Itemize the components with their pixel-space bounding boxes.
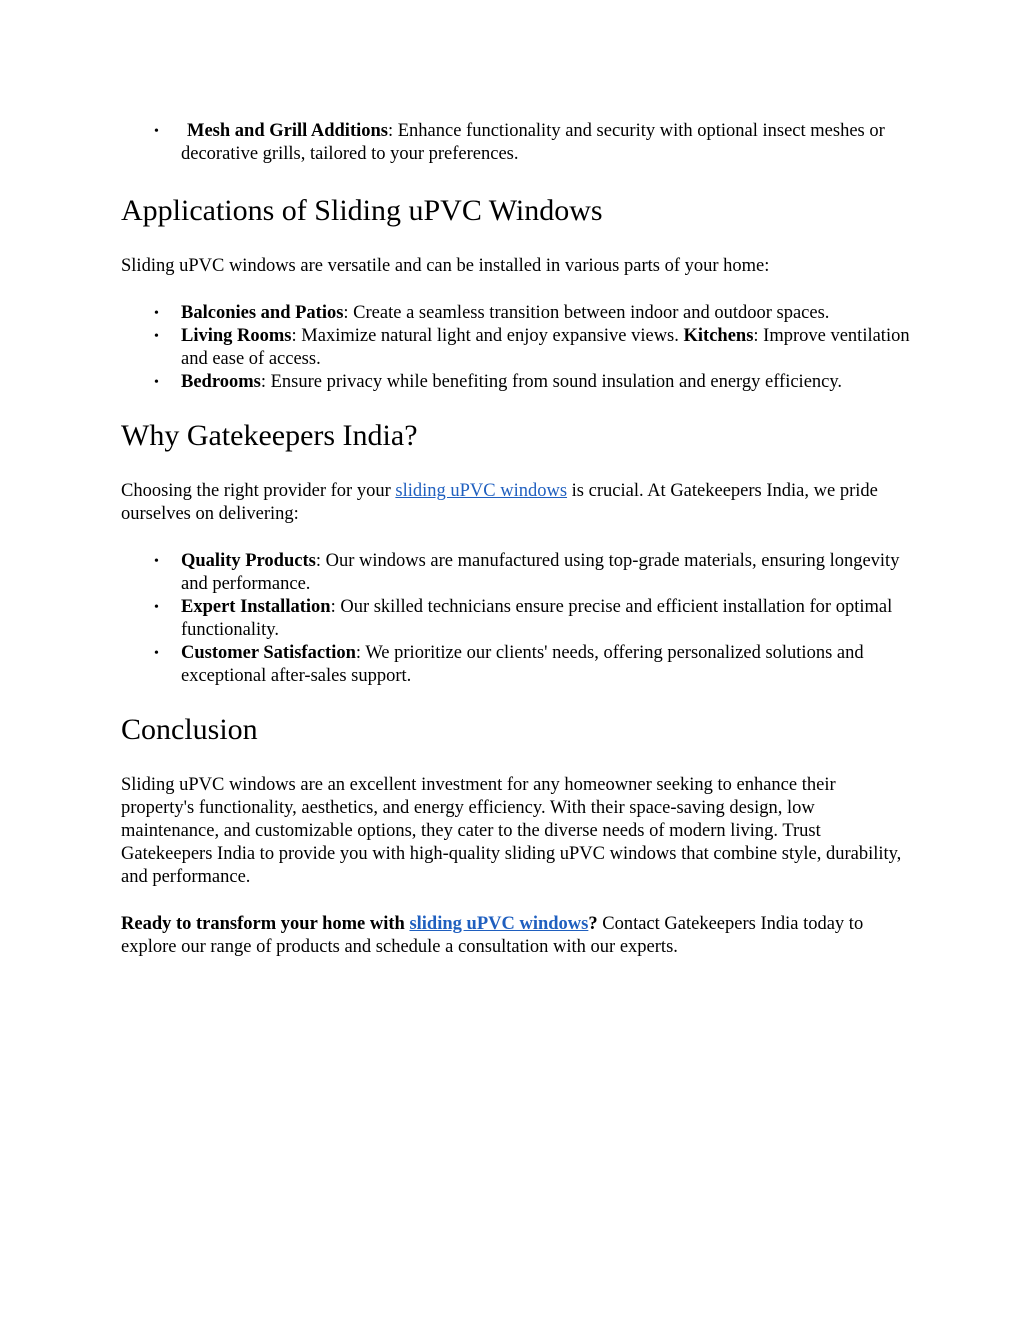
item-text: : Maximize natural light and enjoy expansive views. <box>291 326 684 346</box>
list-item <box>154 371 911 394</box>
item-text: : We prioritize our clients' needs, offering personalized solutions and exceptional after-sales support. <box>181 643 864 686</box>
item-text: : Enhance functionality and security with optional insect meshes or decorative grills, tailored to your preferences. <box>181 121 885 164</box>
item-term: Kitchens <box>683 326 754 346</box>
intro-text: Choosing the right provider for your <box>121 481 396 501</box>
cta-question-mark: ? <box>588 914 598 934</box>
features-list-continued <box>121 120 911 166</box>
applications-intro: Sliding uPVC windows are versatile and can be installed in various parts of your home: <box>121 256 770 276</box>
item-term: Customer Satisfaction <box>181 643 356 663</box>
cta-text: Contact Gatekeepers India today to explore our range of products and schedule a consultation with our experts. <box>121 914 864 957</box>
call-to-action <box>121 913 911 959</box>
item-term: Living Rooms <box>181 326 292 346</box>
list-item <box>154 120 911 166</box>
item-term: Mesh and Grill Additions <box>187 121 388 141</box>
item-term: Bedrooms <box>181 372 261 392</box>
applications-list <box>121 302 911 394</box>
list-item <box>154 596 911 642</box>
bullet-icon: • <box>154 124 159 139</box>
bullet-icon: • <box>154 329 159 344</box>
item-text: : Create a seamless transition between indoor and outdoor spaces. <box>343 303 830 323</box>
item-term: Balconies and Patios <box>181 303 344 323</box>
section-heading-applications: Applications of Sliding uPVC Windows <box>121 194 603 227</box>
bullet-icon: • <box>154 554 159 569</box>
bullet-icon: • <box>154 375 159 390</box>
why-intro <box>121 480 911 526</box>
cta-bold-text: Ready to transform your home with <box>121 914 410 934</box>
item-term: Expert Installation <box>181 597 331 617</box>
sliding-upvc-windows-link[interactable]: sliding uPVC windows <box>395 481 568 501</box>
item-text: : Improve ventilation and ease of access. <box>181 326 910 369</box>
intro-text: is crucial. At Gatekeepers India, we pride ourselves on delivering: <box>121 481 878 524</box>
list-item <box>154 550 911 596</box>
list-item <box>154 642 911 688</box>
item-text: : Ensure privacy while benefiting from sound insulation and energy efficiency. <box>260 372 843 392</box>
section-heading-why: Why Gatekeepers India? <box>121 419 418 452</box>
item-term: Quality Products <box>181 551 316 571</box>
why-list <box>121 550 911 688</box>
bullet-icon: • <box>154 600 159 615</box>
item-text: : Our windows are manufactured using top-grade materials, ensuring longevity and performance. <box>181 551 900 594</box>
sliding-upvc-windows-cta-link[interactable]: sliding uPVC windows <box>409 914 589 934</box>
bullet-icon: • <box>154 646 159 661</box>
bullet-icon: • <box>154 306 159 321</box>
list-item <box>154 302 911 325</box>
item-text: : Our skilled technicians ensure precise and efficient installation for optimal functionality. <box>181 597 893 640</box>
conclusion-body: Sliding uPVC windows are an excellent investment for any homeowner seeking to enhance their property's functionality, aesthetics, and energy efficiency. With their space-saving design, low maintenance, and customizable options, they cater to the diverse needs of modern living. Trust Gatekeepers India to provide you with high-quality sliding uPVC windows that combine style, durability, and performance. <box>121 775 902 887</box>
document-page <box>121 120 911 959</box>
list-item <box>154 325 911 371</box>
section-heading-conclusion: Conclusion <box>121 713 258 746</box>
